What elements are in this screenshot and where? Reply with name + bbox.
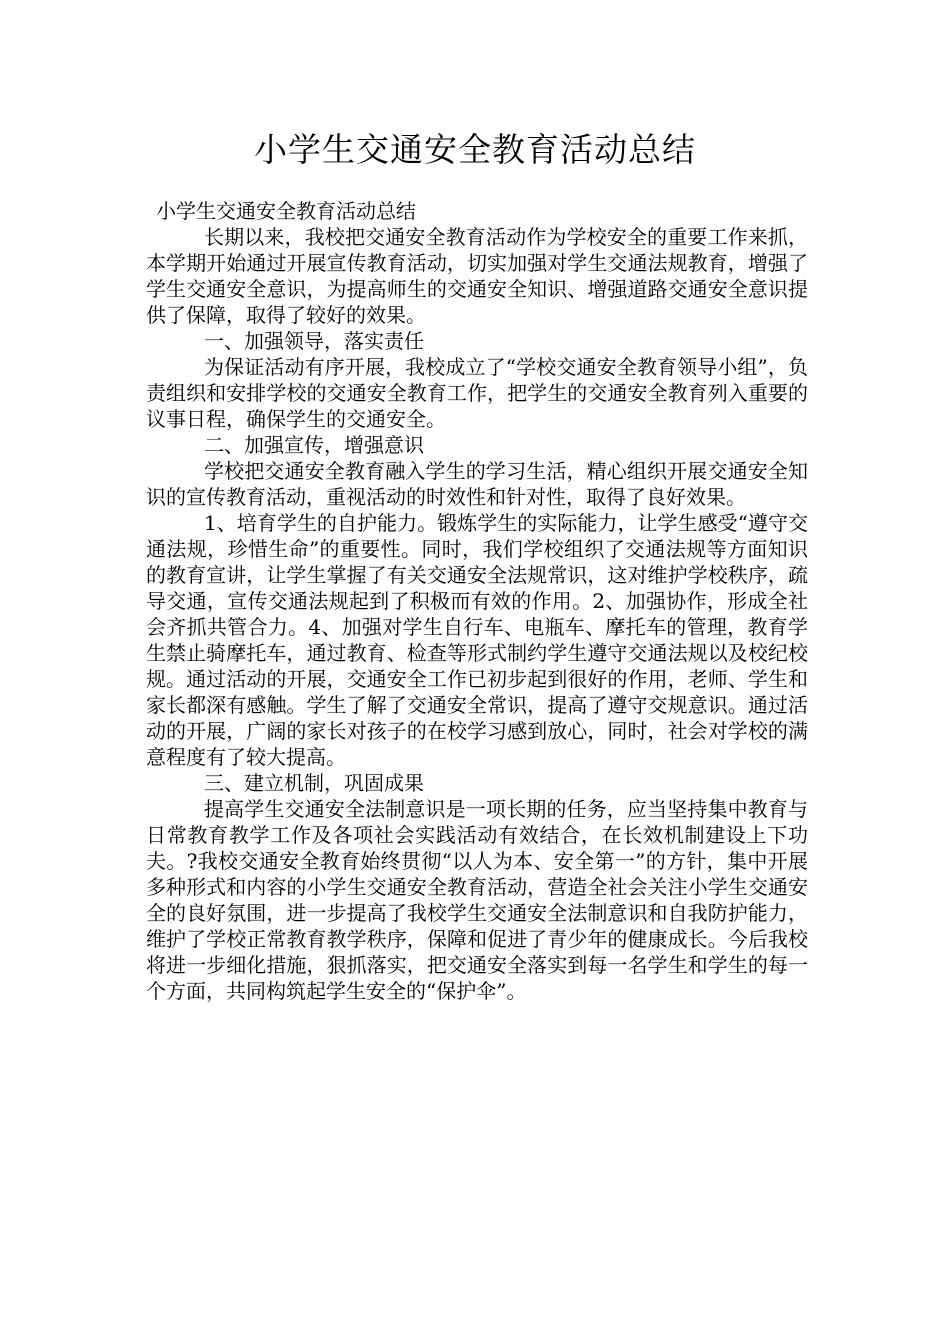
- document-body: [146, 198, 808, 1004]
- document-subtitle: 小学生交通安全教育活动总结: [156, 199, 416, 223]
- section-heading-3: 三、建立机制，巩固成果: [204, 771, 424, 795]
- section-2-detail-paragraph: 1、培育学生的自护能力。锻炼学生的实际能力，让学生感受“遵守交通法规，珍惜生命”的重要性。同时，我们学校组织了交通法规等方面知识的教育宣讲，让学生掌握了有关交通安全法规常识，这对维护学校秩序，疏导交通，宣传交通法规起到了积极而有效的作用。2、加强协作，形成全社会齐抓共管合力。4、加强对学生自行车、电瓶车、摩托车的管理，教育学生禁止骑摩托车，通过教育、检查等形式制约学生遵守交通法规以及校纪校规。通过活动的开展，交通安全工作已初步起到很好的作用，老师、学生和家长都深有感触。学生了解了交通安全常识，提高了遵守交规意识。通过活动的开展，广阔的家长对孩子的在校学习感到放心，同时，社会对学校的满意程度有了较大提高。: [146, 511, 808, 769]
- section-3-paragraph: 提高学生交通安全法制意识是一项长期的任务，应当坚持集中教育与日常教育教学工作及各项社会实践活动有效结合，在长效机制建设上下功夫。?我校交通安全教育始终贯彻“以人为本、安全第一”的方针，集中开展多种形式和内容的小学生交通安全教育活动，营造全社会关注小学生交通安全的良好氛围，进一步提高了我校学生交通安全法制意识和自我防护能力，维护了学校正常教育教学秩序，保障和促进了青少年的健康成长。今后我校将进一步细化措施，狠抓落实，把交通安全落实到每一名学生和学生的每一个方面，共同构筑起学生安全的“保护伞”。: [146, 797, 808, 1003]
- section-1-paragraph: 为保证活动有序开展，我校成立了“学校交通安全教育领导小组”，负责组织和安排学校的交通安全教育工作，把学生的交通安全教育列入重要的议事日程，确保学生的交通安全。: [146, 355, 808, 431]
- intro-paragraph: 长期以来，我校把交通安全教育活动作为学校安全的重要工作来抓，本学期开始通过开展宣传教育活动，切实加强对学生交通法规教育，增强了学生交通安全意识，为提高师生的交通安全知识、增强道路交通安全意识提供了保障，取得了较好的效果。: [146, 225, 808, 327]
- section-2-paragraph: 学校把交通安全教育融入学生的学习生活，精心组织开展交通安全知识的宣传教育活动，重视活动的时效性和针对性，取得了良好效果。: [146, 459, 808, 509]
- section-heading-2: 二、加强宣传，增强意识: [204, 433, 424, 457]
- section-heading-1: 一、加强领导，落实责任: [204, 329, 424, 353]
- document-title: 小学生交通安全教育活动总结: [254, 130, 696, 169]
